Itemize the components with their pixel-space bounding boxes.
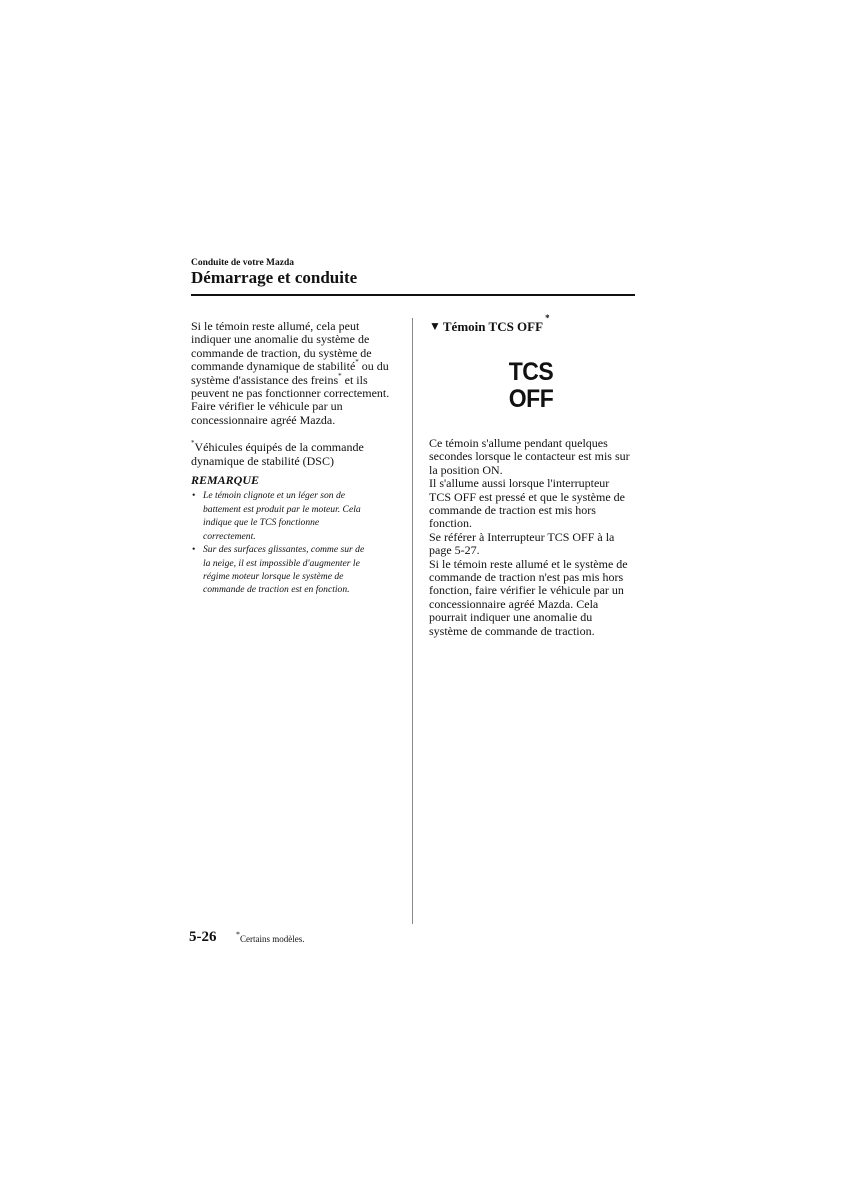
text-line: système de commande de traction. xyxy=(429,623,595,638)
text-line: page 5-27. xyxy=(429,543,480,558)
text-segment: ou du xyxy=(358,359,389,374)
text-line xyxy=(191,441,403,454)
text-line: pourrait indiquer une anomalie du xyxy=(429,610,593,625)
text-line: Le témoin clignote et un léger son de xyxy=(203,490,346,502)
footnote xyxy=(236,930,305,944)
icon-text-line: TCS xyxy=(508,358,554,386)
icon-text-line: OFF xyxy=(508,385,554,413)
header-rule xyxy=(191,294,635,296)
subheading: ▼ Témoin TCS OFF * xyxy=(429,313,550,334)
bullet-mark: • xyxy=(192,544,196,556)
text-segment: et ils xyxy=(341,372,368,387)
text-line: concessionnaire agréé Mazda. Cela xyxy=(429,596,599,611)
remark-title: REMARQUE xyxy=(191,473,260,488)
bullet-mark: • xyxy=(192,490,196,502)
asterisk-mark: * xyxy=(191,439,195,448)
text-line: Se référer à Interrupteur TCS OFF à la xyxy=(429,529,615,544)
text-line: Sur des surfaces glissantes, comme sur de xyxy=(203,544,365,556)
asterisk-mark: * xyxy=(236,930,240,939)
footnote-text: Certains modèles. xyxy=(240,934,305,944)
tcs-off-warning-icon xyxy=(507,359,555,413)
text-segment: commande dynamique de stabilité xyxy=(191,359,356,374)
vehicle-note xyxy=(191,441,403,468)
text-line: la position ON. xyxy=(429,462,503,477)
text-line: TCS OFF est pressé et que le système de xyxy=(429,489,625,504)
text-line xyxy=(191,360,403,373)
text-line: dynamique de stabilité (DSC) xyxy=(191,453,334,468)
text-line: Ce témoin s'allume pendant quelques xyxy=(429,436,608,450)
text-line: Si le témoin reste allumé, cela peut xyxy=(191,319,360,333)
text-line: Il s'allume aussi lorsque l'interrupteur xyxy=(429,476,610,491)
text-line: commande de traction, du système de xyxy=(191,345,372,360)
text-line: fonction. xyxy=(429,516,472,531)
intro-paragraph xyxy=(191,320,403,427)
text-line: secondes lorsque le contacteur est mis sur xyxy=(429,449,630,464)
text-line: régime moteur lorsque le système de xyxy=(203,570,344,582)
text-segment: système d'assistance des freins xyxy=(191,372,339,387)
text-line: concessionnaire agréé Mazda. xyxy=(191,412,336,427)
subheading-text: Témoin TCS OFF xyxy=(442,319,544,334)
text-line: Faire vérifier le véhicule par un xyxy=(191,399,343,414)
remark-list xyxy=(191,489,403,596)
text-line: commande de traction n'est pas mis hors xyxy=(429,570,624,585)
text-line: commande de traction est en fonction. xyxy=(203,584,350,596)
text-line: correctement. xyxy=(203,530,256,542)
text-line: Si le témoin reste allumé et le système de xyxy=(429,556,628,571)
right-column-heading xyxy=(429,313,635,334)
remark-item xyxy=(191,489,403,543)
text-line: la neige, il est impossible d'augmenter le xyxy=(203,557,360,569)
column-divider xyxy=(412,318,413,924)
asterisk-mark: * xyxy=(355,358,359,367)
triangle-down-icon: ▼ xyxy=(429,319,441,333)
left-column xyxy=(191,320,403,597)
right-column-body xyxy=(429,437,639,638)
text-line: peuvent ne pas fonctionner correctement. xyxy=(191,386,390,401)
text-line: indiquer une anomalie du système de xyxy=(191,332,370,347)
section-label: Conduite de votre Mazda xyxy=(191,258,294,268)
page-number: 5-26 xyxy=(189,929,217,945)
remark-item xyxy=(191,543,403,597)
text-segment: Véhicules équipés de la commande xyxy=(194,440,364,455)
text-line xyxy=(191,371,403,387)
chapter-title: Démarrage et conduite xyxy=(191,268,358,287)
asterisk-mark: * xyxy=(338,371,342,380)
text-line: indique que le TCS fonctionne xyxy=(203,517,320,529)
text-line: commande de traction est mis hors xyxy=(429,503,596,518)
text-line: fonction, faire vérifier le véhicule par un xyxy=(429,583,624,598)
text-line: battement est produit par le moteur. Cela xyxy=(203,503,361,515)
